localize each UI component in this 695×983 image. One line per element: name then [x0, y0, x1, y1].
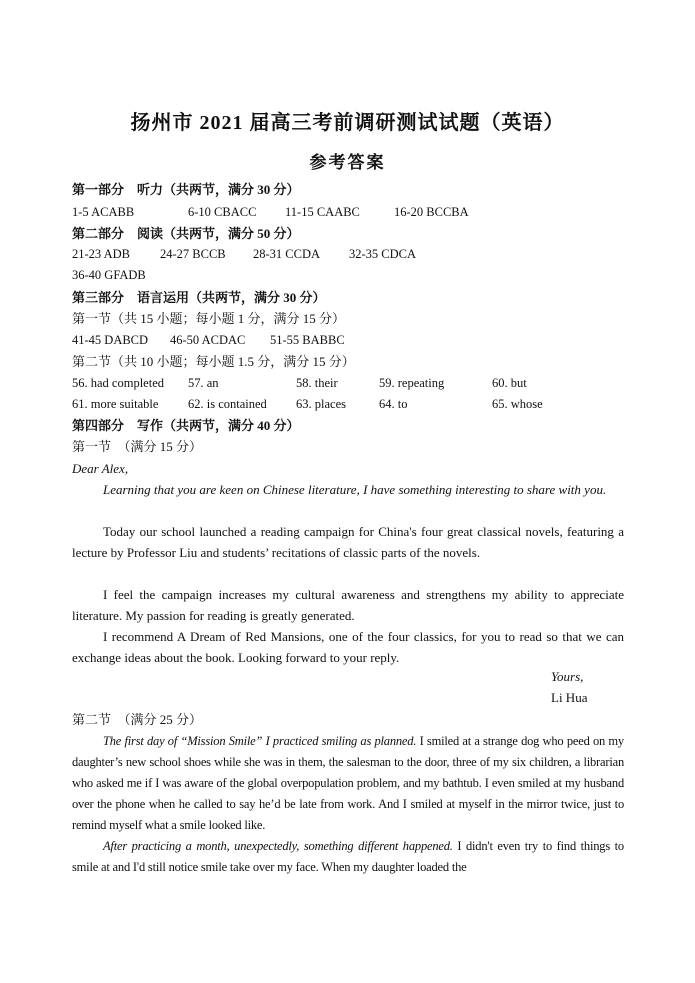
letter-paragraph-4: I recommend A Dream of Red Mansions, one of the four classics, for you to read so that we can exchange ideas about the book. Looking forward to your reply. — [72, 629, 624, 665]
essay-paragraph-1-opening: The first day of “Mission Smile” I practiced smiling as planned. — [103, 734, 417, 748]
answer-item: 64. to — [379, 397, 408, 411]
part3-section1-label: 第一节（共 15 小题；每小题 1 分，满分 15 分） — [72, 311, 346, 326]
answer-group: 6-10 CBACC — [188, 205, 257, 219]
answer-item: 65. whose — [492, 397, 543, 411]
answer-item: 58. their — [296, 376, 338, 390]
answer-group: 46-50 ACDAC — [170, 333, 246, 347]
letter-greeting: Dear Alex, — [72, 461, 129, 476]
answer-item: 62. is contained — [188, 397, 267, 411]
essay-paragraph-2-opening: After practicing a month, unexpectedly, something different happened. — [103, 839, 453, 853]
letter-paragraph-2: Today our school launched a reading campaign for China's four great classical novels, featuring a lecture by Professor Liu and students’ recitations of classic parts of the novels. — [72, 524, 624, 560]
answer-item: 59. repeating — [379, 376, 445, 390]
answer-item: 63. places — [296, 397, 346, 411]
answer-group: 21-23 ADB — [72, 247, 130, 261]
answer-group: 1-5 ACABB — [72, 205, 135, 219]
essay-paragraph-2 — [72, 836, 624, 878]
letter-paragraph-1: Learning that you are keen on Chinese literature, I have something interesting to share with you. — [103, 482, 607, 497]
answer-group: 41-45 DABCD — [72, 333, 149, 347]
answer-item: 57. an — [188, 376, 219, 390]
answer-item: 60. but — [492, 376, 527, 390]
part4-section2-label: 第二节 （满分 25 分） — [72, 712, 203, 727]
letter-paragraph-3: I feel the campaign increases my cultural awareness and strengthens my ability to appreciate literature. My passion for reading is greatly generated. — [72, 587, 624, 623]
document-subtitle: 参考答案 — [309, 153, 386, 172]
part1-heading: 第一部分 听力（共两节，满分 30 分） — [72, 182, 300, 197]
part4-section1-label: 第一节 （满分 15 分） — [72, 439, 203, 454]
essay-paragraph-1-body: I smiled at a strange dog who peed on my daughter’s new school shoes while she was in them, the salesman to the door, three of my six children, a librarian who asked me if I was aware of the global overpopulation problem, and my bathtub. I even smiled at my husband over the phone when he called to say he’d be late from work. And I smiled at myself in the mirror twice, just to remind myself what a smile looked like. — [72, 734, 624, 832]
answer-group: 11-15 CAABC — [285, 205, 360, 219]
answer-group: 36-40 GFADB — [72, 268, 146, 282]
answer-group: 24-27 BCCB — [160, 247, 226, 261]
document-title: 扬州市 2021 届高三考前调研测试试题（英语） — [130, 112, 565, 134]
answer-item: 56. had completed — [72, 376, 164, 390]
answer-group: 51-55 BABBC — [270, 333, 345, 347]
letter-signature: Li Hua — [551, 690, 588, 705]
part3-heading: 第三部分 语言运用（共两节，满分 30 分） — [72, 290, 326, 305]
essay-paragraph-1 — [72, 731, 624, 836]
part3-section2-label: 第二节（共 10 小题；每小题 1.5 分，满分 15 分） — [72, 354, 355, 369]
letter-closing: Yours, — [551, 669, 584, 684]
part2-heading: 第二部分 阅读（共两节，满分 50 分） — [72, 226, 300, 241]
essay-paragraph-2-body: I didn't even try to find things to smile at and I'd still notice smile take over my face. When my daughter loaded the — [72, 839, 624, 874]
part4-heading: 第四部分 写作（共两节，满分 40 分） — [72, 418, 300, 433]
answer-item: 61. more suitable — [72, 397, 159, 411]
answer-group: 16-20 BCCBA — [394, 205, 469, 219]
answer-group: 32-35 CDCA — [349, 247, 417, 261]
answer-group: 28-31 CCDA — [253, 247, 321, 261]
